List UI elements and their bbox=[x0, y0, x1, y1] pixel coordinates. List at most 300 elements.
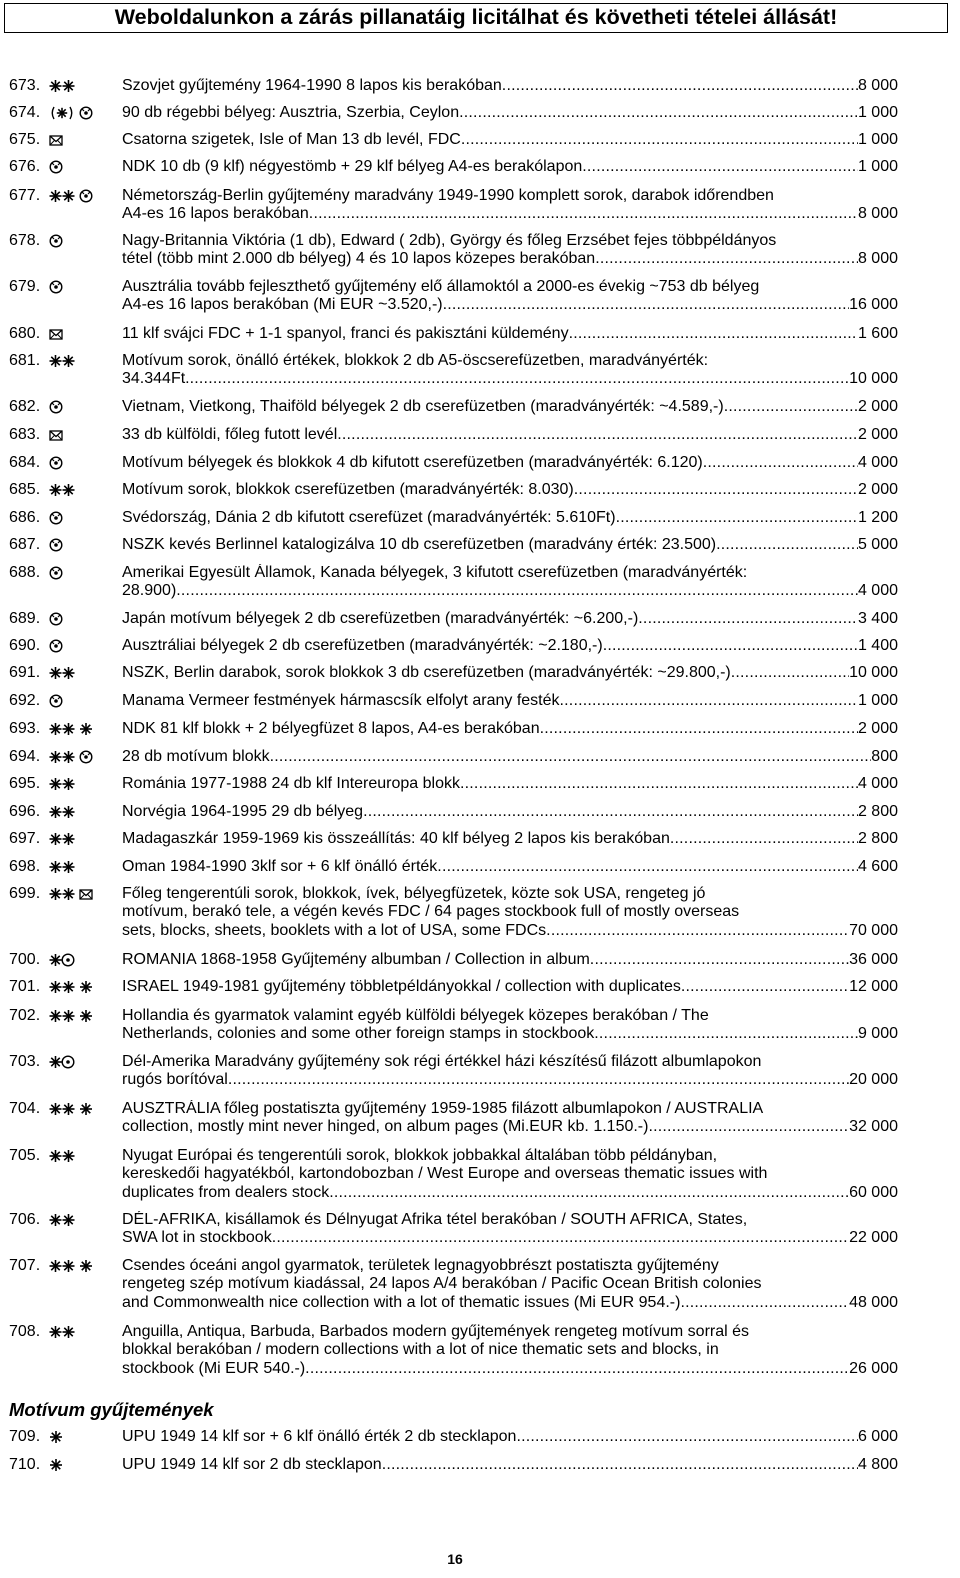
lot-condition-icons bbox=[49, 720, 119, 738]
lot-description bbox=[122, 187, 898, 224]
lot-condition-icons bbox=[49, 1257, 119, 1275]
section-title: Motívum gyűjtemények bbox=[9, 1399, 214, 1420]
lot-condition-icons bbox=[49, 1100, 119, 1118]
description-line bbox=[122, 77, 898, 95]
description-line bbox=[122, 1007, 898, 1025]
lot-price: 8 000 bbox=[857, 77, 898, 94]
lot-condition-icons bbox=[49, 481, 119, 499]
description-text: ISRAEL 1949-1981 gyűjtemény többletpéldányokkal / collection with duplicates bbox=[122, 978, 681, 995]
lot-row bbox=[0, 352, 960, 389]
mint-2-icon bbox=[49, 980, 75, 994]
lot-condition-icons bbox=[49, 858, 119, 876]
lot-description bbox=[122, 564, 898, 601]
lot-number: 673. bbox=[9, 77, 41, 94]
description-text: Szovjet gyűjtemény 1964-1990 8 lapos kis berakóban bbox=[122, 77, 502, 94]
lot-description bbox=[122, 509, 898, 527]
lot-description bbox=[122, 158, 898, 176]
used-icon bbox=[49, 456, 63, 470]
lot-number: 693. bbox=[9, 720, 41, 737]
description-line bbox=[122, 481, 898, 499]
lot-condition-icons bbox=[49, 1053, 119, 1071]
lot-description bbox=[122, 1211, 898, 1248]
lot-price: 2 000 bbox=[857, 398, 898, 415]
used-icon bbox=[49, 639, 63, 653]
used-icon bbox=[49, 694, 63, 708]
lot-number: 675. bbox=[9, 131, 41, 148]
lot-number: 680. bbox=[9, 325, 41, 342]
lot-row bbox=[0, 536, 960, 554]
lot-row bbox=[0, 131, 960, 149]
lot-price: 26 000 bbox=[849, 1359, 898, 1377]
lot-price: 4 000 bbox=[857, 582, 898, 600]
mint-2-icon bbox=[49, 832, 75, 846]
dot-leader bbox=[305, 1360, 849, 1378]
description-line bbox=[122, 278, 898, 296]
description-text: collection, mostly mint never hinged, on album pages (Mi.EUR kb. 1.150.-) bbox=[122, 1118, 649, 1136]
lot-row bbox=[0, 830, 960, 848]
used-icon bbox=[49, 280, 63, 294]
description-text: 28.900) bbox=[122, 582, 177, 600]
mint-2-icon bbox=[49, 354, 75, 368]
lot-condition-icons bbox=[49, 637, 119, 655]
description-line bbox=[122, 232, 898, 250]
lot-description bbox=[122, 536, 898, 554]
dot-leader bbox=[443, 296, 849, 314]
lot-condition-icons bbox=[49, 1007, 119, 1025]
used-icon bbox=[49, 511, 63, 525]
description-text: kereskedői hagyatékból, kartondobozban / West Europe and overseas thematic issues with bbox=[122, 1165, 768, 1183]
description-line bbox=[122, 885, 898, 903]
description-text: 11 klf svájci FDC + 1-1 spanyol, franci és pakisztáni küldemény bbox=[122, 325, 569, 342]
lot-number: 683. bbox=[9, 426, 41, 443]
dot-leader bbox=[560, 692, 858, 710]
lot-number: 682. bbox=[9, 398, 41, 415]
description-line bbox=[122, 205, 898, 223]
description-line bbox=[122, 325, 898, 343]
lot-condition-icons bbox=[49, 951, 119, 969]
lot-condition-icons bbox=[49, 1211, 119, 1229]
lot-condition-icons bbox=[49, 352, 119, 370]
dot-leader bbox=[731, 664, 849, 682]
lot-number: 687. bbox=[9, 536, 41, 553]
description-line bbox=[122, 1147, 898, 1165]
description-text: Svédország, Dánia 2 db kifutott cserefüzet (maradványérték: 5.610Ft) bbox=[122, 509, 616, 526]
lot-condition-icons bbox=[49, 454, 119, 472]
description-line bbox=[122, 858, 898, 876]
description-line bbox=[122, 922, 898, 940]
description-line bbox=[122, 187, 898, 205]
used-icon bbox=[49, 612, 63, 626]
lot-description bbox=[122, 1323, 898, 1378]
lot-condition-icons bbox=[49, 1428, 119, 1446]
description-line bbox=[122, 803, 898, 821]
description-text: and Commonwealth nice collection with a lot of thematic issues (Mi EUR 954.-) bbox=[122, 1293, 681, 1311]
lot-condition-icons bbox=[49, 1323, 119, 1341]
mint-1-icon bbox=[49, 1458, 63, 1472]
description-text: NDK 10 db (9 klf) négyestömb + 29 klf bélyeg A4-es berakólapon bbox=[122, 158, 583, 175]
description-text: Netherlands, colonies and some other foreign stamps in stockbook bbox=[122, 1025, 595, 1043]
used-icon bbox=[79, 189, 93, 203]
description-line bbox=[122, 1229, 898, 1247]
lot-price: 1 000 bbox=[857, 104, 898, 121]
used-icon bbox=[79, 750, 93, 764]
lot-row bbox=[0, 426, 960, 444]
description-text: Norvégia 1964-1995 29 db bélyeg bbox=[122, 803, 364, 820]
lot-number: 694. bbox=[9, 748, 41, 765]
description-text: Anguilla, Antiqua, Barbuda, Barbados modern gyűjtemények rengeteg motívum sorral és bbox=[122, 1323, 750, 1340]
description-text: Románia 1977-1988 24 db klf Intereuropa blokk bbox=[122, 775, 460, 792]
lot-number: 690. bbox=[9, 637, 41, 654]
description-line bbox=[122, 250, 898, 268]
description-line bbox=[122, 1053, 898, 1071]
dot-leader bbox=[569, 325, 858, 343]
description-text: Hollandia és gyarmatok valamint egyéb külföldi bélyegek közepes berakóban / The bbox=[122, 1007, 709, 1024]
used-icon bbox=[49, 566, 63, 580]
used-icon bbox=[49, 400, 63, 414]
mint-2-icon bbox=[49, 777, 75, 791]
lot-number: 676. bbox=[9, 158, 41, 175]
dot-leader bbox=[616, 509, 858, 527]
description-text: Dél-Amerika Maradvány gyűjtemény sok régi értékkel házi készítésű filázott albumlapokon bbox=[122, 1053, 762, 1070]
lot-condition-icons bbox=[49, 1147, 119, 1165]
description-text: Motívum sorok, blokkok cserefüzetben (maradványérték: 8.030) bbox=[122, 481, 574, 498]
lot-row bbox=[0, 1257, 960, 1312]
dot-leader bbox=[594, 1025, 858, 1043]
lot-condition-icons bbox=[49, 775, 119, 793]
lot-row bbox=[0, 720, 960, 738]
description-line bbox=[122, 1341, 898, 1359]
description-line bbox=[122, 1025, 898, 1043]
lot-row bbox=[0, 1100, 960, 1137]
description-line bbox=[122, 1323, 898, 1341]
description-text: motívum, berakó tele, a végén kevés FDC / 64 pages stockbook full of mostly overseas bbox=[122, 903, 740, 921]
lot-price: 800 bbox=[871, 748, 898, 765]
lot-condition-icons bbox=[49, 830, 119, 848]
lot-price: 4 600 bbox=[857, 858, 898, 875]
dot-leader bbox=[176, 582, 858, 600]
lot-row bbox=[0, 1323, 960, 1378]
dot-leader bbox=[337, 426, 858, 444]
mint-2-icon bbox=[49, 887, 75, 901]
lot-price: 9 000 bbox=[857, 1025, 898, 1043]
dot-leader bbox=[309, 205, 858, 223]
description-text: blokkal berakóban / modern collections with a lot of nice thematic sets and blocks, in bbox=[122, 1341, 719, 1359]
description-text: Vietnam, Vietkong, Thaiföld bélyegek 2 db cserefüzetben (maradványérték: ~4.589,-) bbox=[122, 398, 724, 415]
lot-price: 10 000 bbox=[849, 370, 898, 388]
mint-1-icon bbox=[79, 1102, 93, 1116]
description-text: Amerikai Egyesült Államok, Kanada bélyegek, 3 kifutott cserefüzetben (maradványérték: bbox=[122, 564, 748, 581]
description-line bbox=[122, 1071, 898, 1089]
lot-description bbox=[122, 1257, 898, 1312]
lot-description bbox=[122, 692, 898, 710]
lot-number: 677. bbox=[9, 187, 41, 204]
lot-row bbox=[0, 775, 960, 793]
lot-condition-icons bbox=[49, 664, 119, 682]
description-text: ROMANIA 1868-1958 Gyűjtemény albumban / Collection in album bbox=[122, 951, 590, 968]
lot-description bbox=[122, 978, 898, 996]
lot-row bbox=[0, 1147, 960, 1202]
description-text: NSZK, Berlin darabok, sorok blokkok 3 db cserefüzetben (maradványérték: ~29.800,-) bbox=[122, 664, 731, 681]
lot-description bbox=[122, 426, 898, 444]
dot-leader bbox=[461, 131, 858, 149]
lot-number: 695. bbox=[9, 775, 41, 792]
lot-row bbox=[0, 325, 960, 343]
lot-number: 684. bbox=[9, 454, 41, 471]
lot-description bbox=[122, 1007, 898, 1044]
mint-1-icon bbox=[79, 1259, 93, 1273]
dot-leader bbox=[638, 610, 858, 628]
lot-number: 704. bbox=[9, 1100, 41, 1117]
lot-description bbox=[122, 278, 898, 315]
description-text: duplicates from dealers stock bbox=[122, 1183, 330, 1201]
lot-row bbox=[0, 978, 960, 996]
description-text: rugós borítóval bbox=[122, 1071, 228, 1089]
mint-1-icon bbox=[79, 722, 93, 736]
lot-row bbox=[0, 454, 960, 472]
mint-2-icon bbox=[49, 722, 75, 736]
description-text: Motívum sorok, önálló értékek, blokkok 2 db A5-öscserefüzetben, maradványérték: bbox=[122, 352, 709, 369]
lot-description bbox=[122, 951, 898, 969]
used-icon bbox=[79, 106, 93, 120]
description-line bbox=[122, 296, 898, 314]
description-line bbox=[122, 1294, 898, 1312]
hinged-mint-icon bbox=[49, 106, 75, 120]
description-text: Japán motívum bélyegek 2 db cserefüzetben (maradványérték: ~6.200,-) bbox=[122, 610, 639, 627]
description-text: SWA lot in stockbook bbox=[122, 1229, 272, 1247]
mint-2-icon bbox=[49, 805, 75, 819]
dot-leader bbox=[574, 481, 858, 499]
description-text: NSZK kevés Berlinnel katalogizálva 10 db cserefüzetben (maradvány érték: 23.500) bbox=[122, 536, 717, 553]
lot-number: 706. bbox=[9, 1211, 41, 1228]
description-line bbox=[122, 610, 898, 628]
dot-leader bbox=[382, 1456, 858, 1474]
cover-icon bbox=[49, 428, 63, 442]
lot-row bbox=[0, 1456, 960, 1474]
lot-condition-icons bbox=[49, 885, 119, 903]
description-text: Ausztrália tovább fejleszthető gyűjtemény elő államoktól a 2000-es évekig ~753 db bélyeg bbox=[122, 278, 760, 295]
lot-price: 10 000 bbox=[849, 664, 898, 681]
description-text: 90 db régebbi bélyeg: Ausztria, Szerbia, Ceylon bbox=[122, 104, 460, 121]
dot-leader bbox=[590, 951, 849, 969]
lot-price: 3 400 bbox=[857, 610, 898, 627]
lot-condition-icons bbox=[49, 187, 119, 205]
dot-leader bbox=[681, 978, 849, 996]
lot-row bbox=[0, 1053, 960, 1090]
description-line bbox=[122, 1428, 898, 1446]
description-text: 33 db külföldi, főleg futott levél bbox=[122, 426, 338, 443]
description-line bbox=[122, 664, 898, 682]
lot-number: 697. bbox=[9, 830, 41, 847]
mint-used-icon bbox=[49, 953, 75, 967]
lot-description bbox=[122, 454, 898, 472]
lot-row bbox=[0, 104, 960, 122]
lot-row bbox=[0, 951, 960, 969]
lot-condition-icons bbox=[49, 325, 119, 343]
lot-price: 4 000 bbox=[857, 775, 898, 792]
lot-row bbox=[0, 77, 960, 95]
lot-description bbox=[122, 803, 898, 821]
lot-price: 20 000 bbox=[849, 1071, 898, 1089]
dot-leader bbox=[582, 158, 858, 176]
lot-row bbox=[0, 858, 960, 876]
dot-leader bbox=[272, 1229, 849, 1247]
lot-row bbox=[0, 158, 960, 176]
description-line bbox=[122, 352, 898, 370]
lot-description bbox=[122, 104, 898, 122]
lot-number: 705. bbox=[9, 1147, 41, 1164]
description-text: A4-es 16 lapos berakóban bbox=[122, 205, 309, 223]
lot-row bbox=[0, 637, 960, 655]
lot-number: 702. bbox=[9, 1007, 41, 1024]
description-line bbox=[122, 426, 898, 444]
mint-1-icon bbox=[49, 1430, 63, 1444]
description-line bbox=[122, 1184, 898, 1202]
description-line bbox=[122, 131, 898, 149]
description-text: Nyugat Európai és tengerentúli sorok, blokkok jobbakkal általában több példányban, bbox=[122, 1147, 718, 1164]
lot-description bbox=[122, 1100, 898, 1137]
lot-price: 6 000 bbox=[857, 1428, 898, 1445]
dot-leader bbox=[603, 637, 858, 655]
lot-number: 686. bbox=[9, 509, 41, 526]
lot-number: 709. bbox=[9, 1428, 41, 1445]
dot-leader bbox=[502, 77, 858, 95]
lot-number: 708. bbox=[9, 1323, 41, 1340]
lot-price: 2 000 bbox=[857, 426, 898, 443]
lot-price: 70 000 bbox=[849, 921, 898, 939]
lot-number: 701. bbox=[9, 978, 41, 995]
lot-condition-icons bbox=[49, 426, 119, 444]
lot-description bbox=[122, 748, 898, 766]
lot-price: 22 000 bbox=[849, 1229, 898, 1247]
lot-description bbox=[122, 664, 898, 682]
used-icon bbox=[49, 234, 63, 248]
dot-leader bbox=[724, 398, 858, 416]
lot-condition-icons bbox=[49, 610, 119, 628]
lot-number: 678. bbox=[9, 232, 41, 249]
description-text: Motívum bélyegek és blokkok 4 db kifutott cserefüzetben (maradványérték: 6.120) bbox=[122, 454, 703, 471]
mint-2-icon bbox=[49, 189, 75, 203]
lot-condition-icons bbox=[49, 978, 119, 996]
description-line bbox=[122, 564, 898, 582]
description-text: Főleg tengerentúli sorok, blokkok, ívek, bélyegfüzetek, közte sok USA, rengeteg jó bbox=[122, 885, 706, 902]
description-line bbox=[122, 978, 898, 996]
lot-price: 8 000 bbox=[857, 205, 898, 223]
mint-2-icon bbox=[49, 1149, 75, 1163]
dot-leader bbox=[460, 775, 858, 793]
lot-number: 692. bbox=[9, 692, 41, 709]
dot-leader bbox=[595, 250, 858, 268]
mint-2-icon bbox=[49, 860, 75, 874]
lot-condition-icons bbox=[49, 232, 119, 250]
lot-number: 707. bbox=[9, 1257, 41, 1274]
description-line bbox=[122, 536, 898, 554]
lot-number: 685. bbox=[9, 481, 41, 498]
mint-1-icon bbox=[79, 980, 93, 994]
lot-price: 60 000 bbox=[849, 1183, 898, 1201]
lot-price: 1 000 bbox=[857, 692, 898, 709]
description-line bbox=[122, 1165, 898, 1183]
lot-condition-icons bbox=[49, 278, 119, 296]
lot-description bbox=[122, 1147, 898, 1202]
lot-row bbox=[0, 1007, 960, 1044]
dot-leader bbox=[680, 1294, 849, 1312]
lot-price: 48 000 bbox=[849, 1293, 898, 1311]
lot-description bbox=[122, 637, 898, 655]
description-line bbox=[122, 1118, 898, 1136]
lot-row bbox=[0, 803, 960, 821]
lot-row bbox=[0, 1211, 960, 1248]
description-text: DÉL-AFRIKA, kisállamok és Délnyugat Afrika tétel berakóban / SOUTH AFRICA, States, bbox=[122, 1211, 748, 1228]
description-text: tétel (több mint 2.000 db bélyeg) 4 és 10 lapos közepes berakóban bbox=[122, 250, 596, 268]
lot-price: 5 000 bbox=[857, 536, 898, 553]
description-text: A4-es 16 lapos berakóban (Mi EUR ~3.520,-) bbox=[122, 296, 443, 314]
description-line bbox=[122, 692, 898, 710]
mint-2-icon bbox=[49, 1213, 75, 1227]
dot-leader bbox=[437, 858, 858, 876]
description-text: Németország-Berlin gyűjtemény maradvány 1949-1990 komplett sorok, darabok időrendben bbox=[122, 187, 774, 204]
lot-condition-icons bbox=[49, 803, 119, 821]
lot-row bbox=[0, 885, 960, 940]
lot-price: 2 800 bbox=[857, 803, 898, 820]
lot-number: 681. bbox=[9, 352, 41, 369]
dot-leader bbox=[540, 720, 858, 738]
lot-number: 700. bbox=[9, 951, 41, 968]
description-text: Ausztráliai bélyegek 2 db cserefüzetben (maradványérték: ~2.180,-) bbox=[122, 637, 603, 654]
lot-price: 16 000 bbox=[849, 296, 898, 314]
mint-2-icon bbox=[49, 666, 75, 680]
description-text: Csatorna szigetek, Isle of Man 13 db levél, FDC bbox=[122, 131, 461, 148]
description-text: AUSZTRÁLIA főleg postatiszta gyűjtemény 1959-1985 filázott albumlapokon / AUSTRALIA bbox=[122, 1100, 764, 1117]
lot-row bbox=[0, 509, 960, 527]
used-icon bbox=[49, 538, 63, 552]
lot-condition-icons bbox=[49, 509, 119, 527]
description-text: stockbook (Mi EUR 540.-) bbox=[122, 1359, 306, 1377]
lot-description bbox=[122, 775, 898, 793]
description-line bbox=[122, 637, 898, 655]
lot-price: 4 000 bbox=[857, 454, 898, 471]
lot-price: 32 000 bbox=[849, 1118, 898, 1136]
lot-row bbox=[0, 564, 960, 601]
description-line bbox=[122, 951, 898, 969]
mint-2-icon bbox=[49, 1009, 75, 1023]
lot-description bbox=[122, 481, 898, 499]
description-line bbox=[122, 1100, 898, 1118]
description-line bbox=[122, 454, 898, 472]
lot-row bbox=[0, 278, 960, 315]
description-line bbox=[122, 1211, 898, 1229]
description-text: UPU 1949 14 klf sor + 6 klf önálló érték 2 db stecklapon bbox=[122, 1428, 517, 1445]
cover-icon bbox=[49, 133, 63, 147]
description-text: Oman 1984-1990 3klf sor + 6 klf önálló érték bbox=[122, 858, 438, 875]
lot-number: 679. bbox=[9, 278, 41, 295]
lot-price: 4 800 bbox=[857, 1456, 898, 1473]
mint-2-icon bbox=[49, 750, 75, 764]
lot-condition-icons bbox=[49, 692, 119, 710]
description-line bbox=[122, 1456, 898, 1474]
lot-condition-icons bbox=[49, 564, 119, 582]
lot-price: 2 000 bbox=[857, 720, 898, 737]
lot-description bbox=[122, 77, 898, 95]
lot-row bbox=[0, 187, 960, 224]
dot-leader bbox=[648, 1118, 849, 1136]
lot-row bbox=[0, 692, 960, 710]
dot-leader bbox=[190, 370, 849, 388]
mint-2-icon bbox=[49, 483, 75, 497]
lot-description bbox=[122, 232, 898, 269]
description-line bbox=[122, 1360, 898, 1378]
description-line bbox=[122, 582, 898, 600]
dot-leader bbox=[716, 536, 858, 554]
